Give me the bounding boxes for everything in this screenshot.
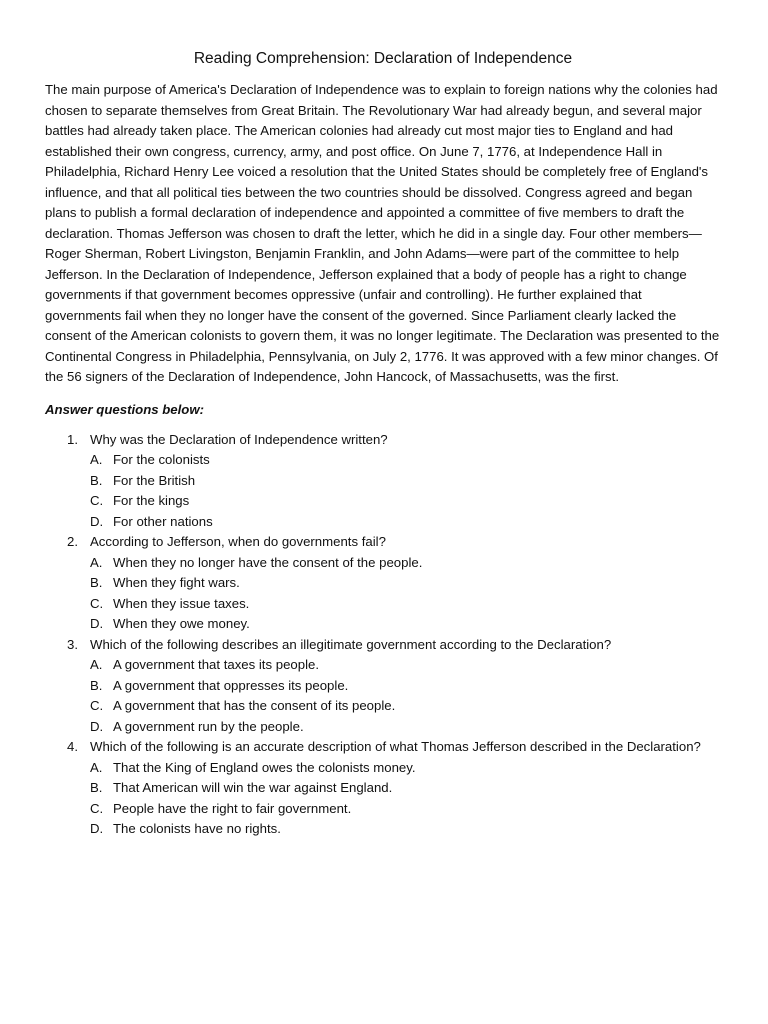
answer-option[interactable] xyxy=(90,614,721,635)
option-letter: B. xyxy=(90,575,103,590)
answer-option[interactable] xyxy=(90,717,721,738)
answer-option[interactable] xyxy=(90,778,721,799)
option-letter: A. xyxy=(90,657,103,672)
option-text: That the King of England owes the colonists money. xyxy=(113,759,416,775)
option-letter: C. xyxy=(90,595,104,611)
option-letter: A. xyxy=(90,452,103,467)
answer-option[interactable] xyxy=(90,696,721,717)
option-letter: C. xyxy=(90,800,104,816)
option-text: For the kings xyxy=(113,493,190,508)
option-text: For other nations xyxy=(113,513,213,529)
question-item xyxy=(45,430,721,533)
option-text: When they no longer have the consent of the people. xyxy=(113,554,423,570)
question-text: Why was the Declaration of Independence written? xyxy=(90,431,388,447)
option-text: A government that taxes its people. xyxy=(113,657,319,672)
question-item xyxy=(45,635,721,738)
question-text: According to Jefferson, when do governments fail? xyxy=(90,534,386,549)
question-number: 3. xyxy=(67,636,78,652)
option-letter: A. xyxy=(90,759,103,775)
question-list xyxy=(45,430,721,840)
answer-option[interactable] xyxy=(90,512,721,533)
answer-options xyxy=(90,655,721,737)
question-item xyxy=(45,737,721,840)
answer-options xyxy=(90,758,721,840)
question-item xyxy=(45,532,721,635)
worksheet-page xyxy=(45,48,721,840)
option-text: For the British xyxy=(113,472,196,488)
question-text: Which of the following is an accurate description of what Thomas Jefferson described in the Declaration? xyxy=(90,739,701,754)
option-letter: B. xyxy=(90,780,103,795)
answer-options xyxy=(90,450,721,532)
option-letter: A. xyxy=(90,554,103,570)
answer-option[interactable] xyxy=(90,758,721,779)
option-text: When they fight wars. xyxy=(113,575,240,590)
answer-option[interactable] xyxy=(90,553,721,574)
option-text: For the colonists xyxy=(113,452,210,467)
option-text: When they issue taxes. xyxy=(113,595,250,611)
answer-option[interactable] xyxy=(90,573,721,594)
answer-option[interactable] xyxy=(90,819,721,840)
option-text: People have the right to fair government. xyxy=(113,800,352,816)
answer-option[interactable] xyxy=(90,471,721,492)
option-letter: D. xyxy=(90,513,104,529)
reading-passage: The main purpose of America's Declaration of Independence was to explain to foreign nations why the colonies had chosen to separate themselves from Great Britain. The Revolutionary War had already begun, and several major battles had already taken place. The American colonies had already cut most major ties to England and had established their own congress, currency, army, and post office. On June 7, 1776, at Independence Hall in Philadelphia, Richard Henry Lee voiced a resolution that the United States should be completely free of England's influence, and that all political ties between the two countries should be dissolved. Congress agreed and began plans to publish a formal declaration of independence and appointed a committee of five members to draft the declaration. Thomas Jefferson was chosen to draft the letter, which he did in a single day. Four other members—Roger Sherman, Robert Livingston, Benjamin Franklin, and John Adams—were part of the committee to help Jefferson. In the Declaration of Independence, Jefferson explained that a body of people has a right to change governments if that government becomes oppressive (unfair and controlling). He further explained that governments fail when they no longer have the consent of the governed. Since Parliament clearly lacked the consent of the American colonists to govern them, it was no longer legitimate. The Declaration was presented to the Continental Congress in Philadelphia, Pennsylvania, on July 2, 1776. It was approved with a few minor changes. Of the 56 signers of the Declaration of Independence, John Hancock, of Massachusetts, was the first. xyxy=(45,82,720,384)
instructions-heading: Answer questions below: xyxy=(45,401,205,417)
question-number: 1. xyxy=(67,431,78,447)
answer-option[interactable] xyxy=(90,450,721,471)
answer-option[interactable] xyxy=(90,655,721,676)
option-letter: B. xyxy=(90,472,103,488)
page-title: Reading Comprehension: Declaration of Independence xyxy=(193,50,573,67)
option-text: A government that has the consent of its people. xyxy=(113,698,396,713)
option-text: A government run by the people. xyxy=(113,718,304,734)
option-letter: C. xyxy=(90,493,104,508)
option-text: When they owe money. xyxy=(113,616,250,631)
option-letter: D. xyxy=(90,616,104,631)
option-text: A government that oppresses its people. xyxy=(113,677,349,693)
question-number: 4. xyxy=(67,739,78,754)
answer-option[interactable] xyxy=(90,676,721,697)
option-letter: B. xyxy=(90,677,103,693)
answer-option[interactable] xyxy=(90,594,721,615)
question-number: 2. xyxy=(67,534,78,549)
option-text: That American will win the war against England. xyxy=(113,780,393,795)
option-letter: D. xyxy=(90,821,104,836)
option-letter: C. xyxy=(90,698,104,713)
option-letter: D. xyxy=(90,718,104,734)
answer-options xyxy=(90,553,721,635)
option-text: The colonists have no rights. xyxy=(113,821,281,836)
answer-option[interactable] xyxy=(90,491,721,512)
answer-option[interactable] xyxy=(90,799,721,820)
question-text: Which of the following describes an illegitimate government according to the Declaration? xyxy=(90,636,612,652)
